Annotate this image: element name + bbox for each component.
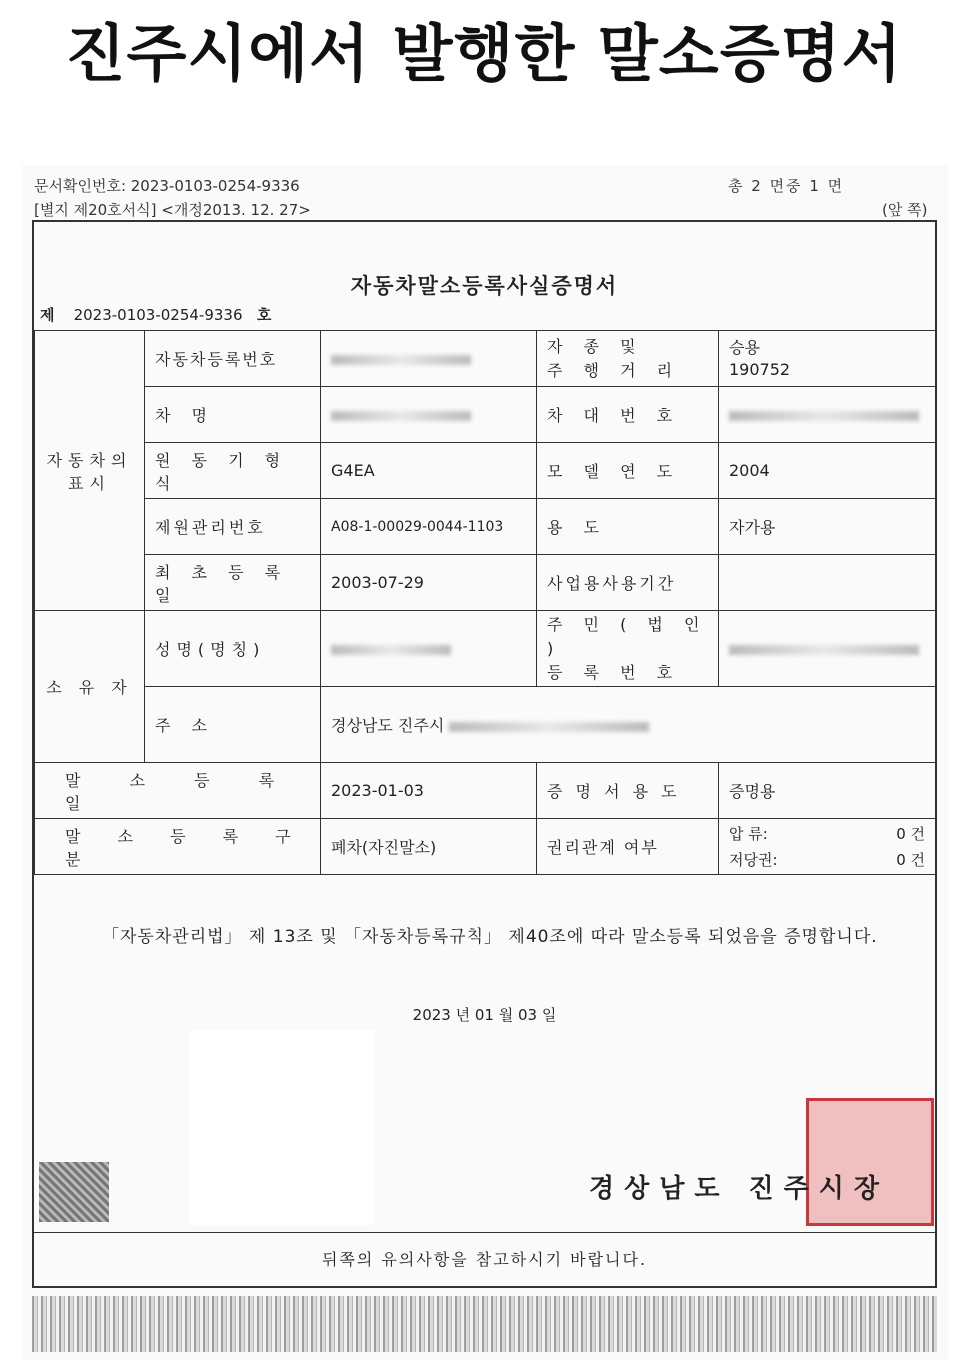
doc-no-value: 2023-0103-0254-9336 xyxy=(73,306,243,324)
mortgage-count: 0 건 xyxy=(896,850,925,869)
value-reg-no-redacted xyxy=(321,331,537,387)
value-spec-no: A08-1-00029-0044-1103 xyxy=(321,499,537,555)
form-number: [별지 제20호서식] <개정2013. 12. 27> xyxy=(34,201,311,219)
label-type-mileage: 자 종 및 주 행 거 리 xyxy=(537,331,719,387)
label-business-period: 사업용사용기간 xyxy=(537,555,719,611)
value-car-name-redacted xyxy=(321,387,537,443)
value-first-reg: 2003-07-29 xyxy=(321,555,537,611)
label-model-year: 모 델 연 도 xyxy=(537,443,719,499)
value-cert-use: 증명용 xyxy=(719,763,936,819)
label-id-number: 주 민 ( 법 인 ) 등 록 번 호 xyxy=(537,611,719,687)
label-cancel-date: 말 소 등 록 일 xyxy=(35,763,321,819)
value-vin-redacted xyxy=(719,387,936,443)
value-cancel-type: 폐차(자진말소) xyxy=(321,819,537,875)
label-reg-no: 자동차등록번호 xyxy=(145,331,321,387)
label-car-name: 차 명 xyxy=(145,387,321,443)
value-cancel-date: 2023-01-03 xyxy=(321,763,537,819)
section-owner: 소 유 자 xyxy=(35,611,145,763)
label-first-reg: 최 초 등 록 일 xyxy=(145,555,321,611)
label-usage: 용 도 xyxy=(537,499,719,555)
redacted-area xyxy=(189,1030,374,1225)
value-id-number-redacted xyxy=(719,611,936,687)
doc-no-suffix: 호 xyxy=(256,306,272,324)
doc-confirm-number: 문서확인번호: 2023-0103-0254-9336 xyxy=(34,177,300,195)
value-rights xyxy=(719,819,936,875)
seizure-count: 0 건 xyxy=(896,824,925,843)
value-type-mileage: 승용 190752 xyxy=(719,331,936,387)
mortgage-label: 저당권: xyxy=(729,850,778,869)
label-cert-use: 증 명 서 용 도 xyxy=(537,763,719,819)
label-owner-name: 성명(명칭) xyxy=(145,611,321,687)
scan-noise-strip xyxy=(32,1296,937,1352)
value-engine: G4EA xyxy=(321,443,537,499)
certification-text: 「자동차관리법」 제 13조 및 「자동차등록규칙」 제40조에 따라 말소등록 되었음을 증명합니다. xyxy=(102,927,878,947)
certificate-table xyxy=(34,330,936,875)
seizure-label: 압 류: xyxy=(729,824,768,843)
certificate-frame xyxy=(32,220,937,1288)
footer-note: 뒤쪽의 유의사항을 참고하시기 바랍니다. xyxy=(321,1250,648,1269)
label-vin: 차 대 번 호 xyxy=(537,387,719,443)
section-vehicle: 자동차의 표시 xyxy=(35,331,145,611)
page-info: 총 2 면중 1 면 xyxy=(728,177,845,195)
label-cancel-type: 말 소 등 록 구 분 xyxy=(35,819,321,875)
footer-divider xyxy=(34,1232,935,1233)
issue-date: 2023 년 01 월 03 일 xyxy=(412,1006,557,1024)
value-usage: 자가용 xyxy=(719,499,936,555)
barcode-icon xyxy=(39,1162,109,1222)
value-owner-name-redacted xyxy=(321,611,537,687)
label-spec-no: 제원관리번호 xyxy=(145,499,321,555)
value-business-period xyxy=(719,555,936,611)
page-side: (앞 쪽) xyxy=(882,201,928,219)
label-engine: 원 동 기 형 식 xyxy=(145,443,321,499)
value-model-year: 2004 xyxy=(719,443,936,499)
issuer-name: 경상남도 진주시장 xyxy=(589,1174,889,1204)
official-seal-icon xyxy=(806,1098,934,1226)
document-number-line xyxy=(40,304,271,325)
label-address: 주 소 xyxy=(145,687,321,763)
label-rights: 권리관계 여부 xyxy=(537,819,719,875)
document-title: 자동차말소등록사실증명서 xyxy=(350,274,619,298)
value-address: 경상남도 진주시 xyxy=(321,687,936,763)
doc-no-prefix: 제 xyxy=(40,306,55,324)
page-headline: 진주시에서 발행한 말소증명서 xyxy=(65,17,903,90)
